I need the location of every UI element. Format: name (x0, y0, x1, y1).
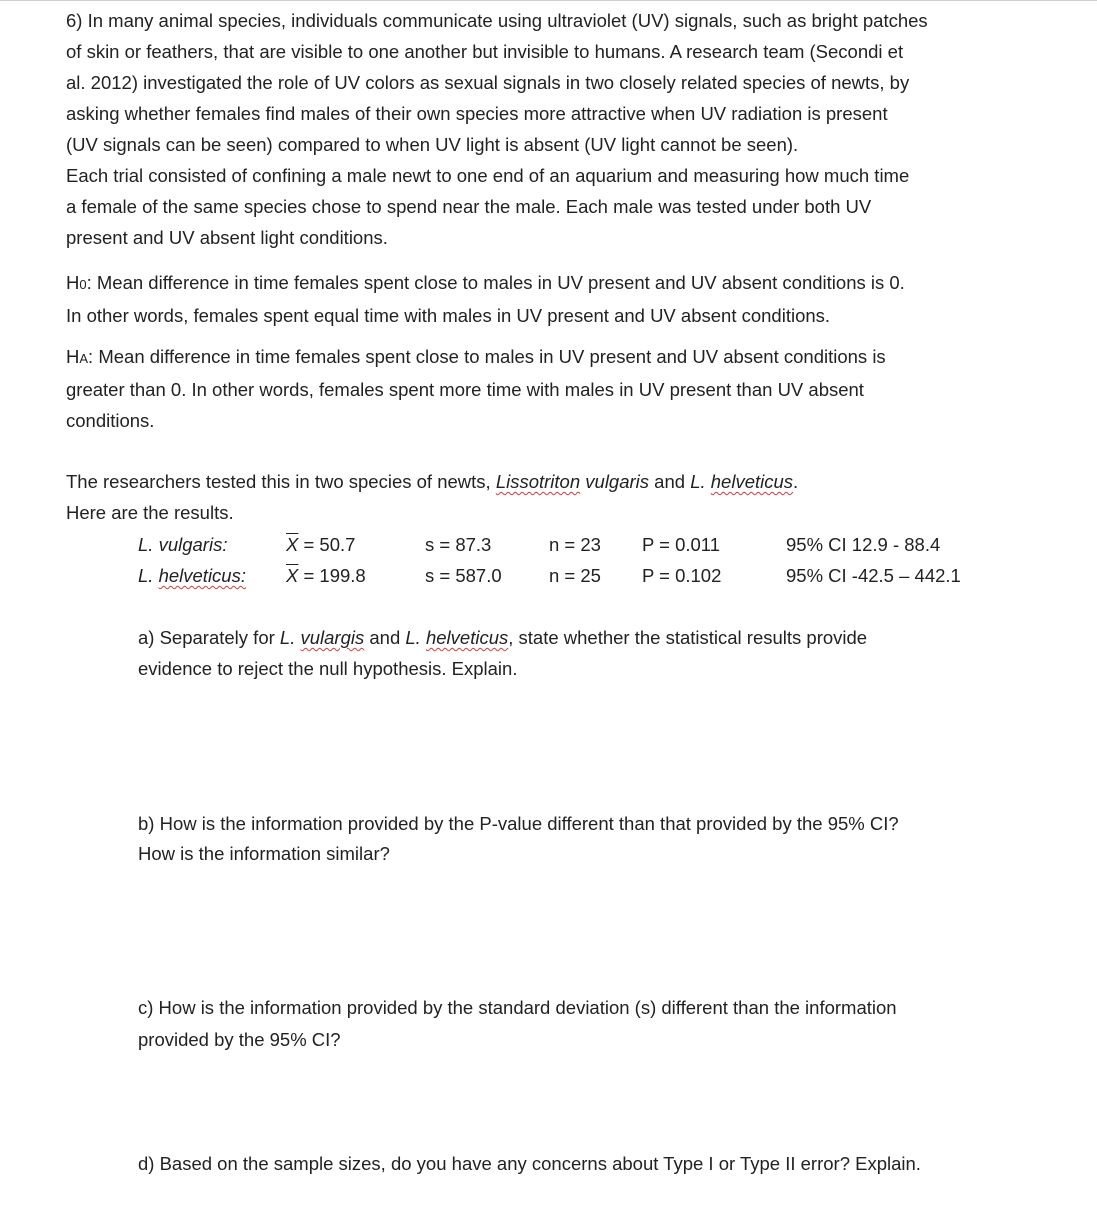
page-top-border (0, 0, 1097, 1)
mean-value: $\overline{X} = 50.7$ (286, 534, 356, 555)
species-epithet: vulgaris (580, 471, 650, 492)
intro-line: Each trial consisted of confining a male newt to one end of an aquarium and measuring how much time (66, 165, 910, 186)
ha-symbol: H (66, 346, 80, 367)
ha-text-line2: greater than 0. In other words, females spent more time with males in UV present than UV absent (66, 379, 864, 400)
h0-text-line2: In other words, females spent equal time with males in UV present and UV absent conditions. (66, 304, 831, 326)
species-statement (66, 467, 1066, 528)
question-b: b) How is the information provided by the P-value different than that provided by the 95% CI? How is the information similar? (138, 813, 899, 864)
ha-subscript: A (79, 351, 89, 366)
intro-line: al. 2012) investigated the role of UV colors as sexual signals in two closely related species of newts, by (66, 72, 910, 93)
intro-line: 6) In many animal species, individuals communicate using ultraviolet (UV) signals, such as bright patches (66, 10, 928, 31)
species-label: L. vulgaris: (138, 534, 228, 555)
sd-value: s = 87.3 (425, 534, 492, 555)
p-value: P = 0.011 (642, 534, 721, 555)
genus-abbrev: L. (690, 471, 711, 492)
h0-subscript: 0 (79, 277, 87, 292)
n-value: n = 23 (549, 534, 601, 555)
species-text: The researchers tested this in two species of newts, (66, 471, 496, 492)
null-hypothesis (66, 268, 1066, 331)
h0-text: : Mean difference in time females spent close to males in UV present and UV absent conditions is 0. (86, 272, 905, 293)
question-intro (66, 5, 1066, 253)
genus-name: Lissotriton (495, 471, 581, 492)
intro-line: asking whether females find males of their own species more attractive when UV radiation is present (66, 103, 888, 124)
intro-line: (UV signals can be seen) compared to when UV light is absent (UV light cannot be seen). (66, 134, 799, 155)
sd-value: s = 587.0 (425, 565, 502, 586)
p-value: P = 0.102 (642, 565, 722, 586)
intro-line: a female of the same species chose to spend near the male. Each male was tested under both UV (66, 196, 872, 217)
results-intro: Here are the results. (66, 501, 234, 523)
intro-line: of skin or feathers, that are visible to one another but invisible to humans. A research team (Secondi et (66, 41, 904, 62)
species-label: L. helveticus: (138, 565, 246, 586)
ha-text: : Mean difference in time females spent close to males in UV present and UV absent conditions is (88, 346, 886, 367)
species-text: and (649, 471, 691, 492)
ci-value: 95% CI 12.9 - 88.4 (786, 534, 941, 555)
n-value: n = 25 (549, 565, 601, 586)
ha-text-line3: conditions. (66, 410, 155, 431)
ci-value: 95% CI -42.5 – 442.1 (786, 565, 961, 586)
question-a: a) Separately for L. vulargis and L. helveticus, state whether the statistical results provide evidence to reject the null hypothesis. Explain. (138, 627, 868, 679)
intro-line: present and UV absent light conditions. (66, 227, 388, 248)
alternative-hypothesis (66, 341, 1066, 436)
h0-symbol: H (66, 272, 80, 293)
mean-value: $\overline{X} = 199.8$ (286, 565, 366, 586)
species-helveticus: helveticus (710, 471, 794, 492)
species-vulargis: vulargis (300, 627, 365, 648)
question-c: c) How is the information provided by the standard deviation (s) different than the information provided by the 95% CI? (138, 997, 897, 1050)
species-helveticus: helveticus (425, 627, 509, 648)
species-text: . (793, 471, 799, 492)
question-d: d) Based on the sample sizes, do you have any concerns about Type I or Type II error? Explain. (138, 1153, 921, 1174)
